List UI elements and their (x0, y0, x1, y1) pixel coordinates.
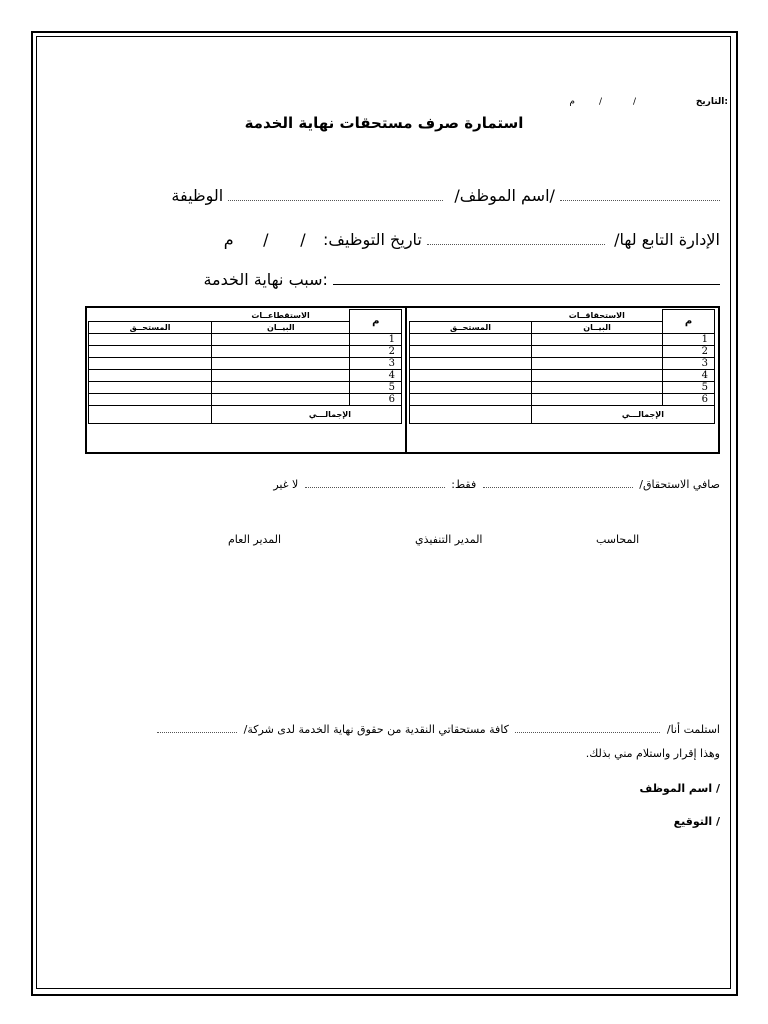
table-row: 5 (89, 381, 402, 393)
inner-border (36, 36, 731, 989)
job-field[interactable] (228, 200, 443, 201)
net-entitlement-row (273, 478, 720, 491)
entitlements-amount-header: المستحــق (410, 321, 532, 333)
deductions-amount-header: المستحــق (89, 321, 212, 333)
deductions-total-label: الإجمالـــي (212, 405, 402, 423)
employee-name-signoff: / اسم الموظف (639, 782, 720, 795)
table-row: 4 (89, 369, 402, 381)
table-total-row (410, 405, 715, 423)
table-total-row (89, 405, 402, 423)
table-row: 1 (89, 333, 402, 345)
accountant-signature-label: المحاسب (596, 533, 640, 546)
deductions-num-header: م (350, 310, 402, 334)
employee-name-row (171, 186, 720, 205)
hire-date-separator: / (300, 230, 306, 249)
hire-date-separator: / (263, 230, 269, 249)
department-field[interactable] (427, 244, 605, 245)
employee-name-label: /اسم الموظف/ (454, 186, 555, 205)
table-row: 2 (89, 345, 402, 357)
net-amount-field[interactable] (483, 487, 633, 488)
reason-row (203, 270, 720, 289)
department-row (214, 230, 720, 249)
table-row: 3 (410, 357, 715, 369)
deductions-total-value[interactable] (89, 405, 212, 423)
table-row: 5 (410, 381, 715, 393)
entitlements-desc-header: البيــان (531, 321, 662, 333)
entitlements-title: الاستحقاقــات (531, 310, 662, 322)
entitlements-total-value[interactable] (410, 405, 532, 423)
net-label: صافي الاستحقاق/ (639, 478, 720, 491)
amount-words-field[interactable] (305, 487, 445, 488)
entitlements-total-label: الإجمالـــي (531, 405, 714, 423)
date-label: التاريخ: (695, 97, 728, 107)
company-name-field[interactable] (157, 732, 237, 733)
reason-field[interactable] (333, 284, 720, 285)
deductions-desc-header: البيــان (212, 321, 350, 333)
executive-manager-signature-label: المدير التنفيذي (415, 533, 483, 546)
form-title: استمارة صرف مستحقات نهاية الخدمة (244, 114, 524, 132)
entitlements-table (409, 309, 715, 424)
acknowledgement-line: وهذا إقرار واستلام مني بذلك. (585, 747, 720, 760)
deductions-title: الاستقطاعــات (212, 310, 350, 322)
table-row: 6 (89, 393, 402, 405)
table-row: 6 (410, 393, 715, 405)
receiver-name-field[interactable] (515, 732, 660, 733)
deductions-table (88, 309, 402, 424)
no-more-label: لا غير (273, 478, 299, 491)
table-row: 3 (89, 357, 402, 369)
table-row: 4 (410, 369, 715, 381)
general-manager-signature-label: المدير العام (228, 533, 282, 546)
job-label: الوظيفة (171, 186, 224, 205)
receipt-statement: كافة مستحقاتي النقدية من حقوق نهاية الخدمة لدى شركة/ (243, 723, 509, 736)
employee-name-field[interactable] (560, 200, 720, 201)
hire-date-suffix: م (223, 230, 234, 249)
table-row: 1 (410, 333, 715, 345)
entitlements-num-header: م (663, 310, 715, 334)
hire-date-label: تاريخ التوظيف: (323, 230, 422, 249)
date-separator: / (598, 97, 602, 107)
date-suffix: م (569, 97, 575, 107)
only-label: فقط: (451, 478, 477, 491)
signature-signoff: / التوقيع (673, 815, 720, 828)
receipt-label: استلمت أنا/ (666, 723, 720, 736)
department-label: الإدارة التابع لها/ (614, 230, 720, 249)
date-separator: / (632, 97, 636, 107)
table-row: 2 (410, 345, 715, 357)
reason-label: :سبب نهاية الخدمة (203, 270, 328, 289)
receipt-line (157, 723, 720, 736)
